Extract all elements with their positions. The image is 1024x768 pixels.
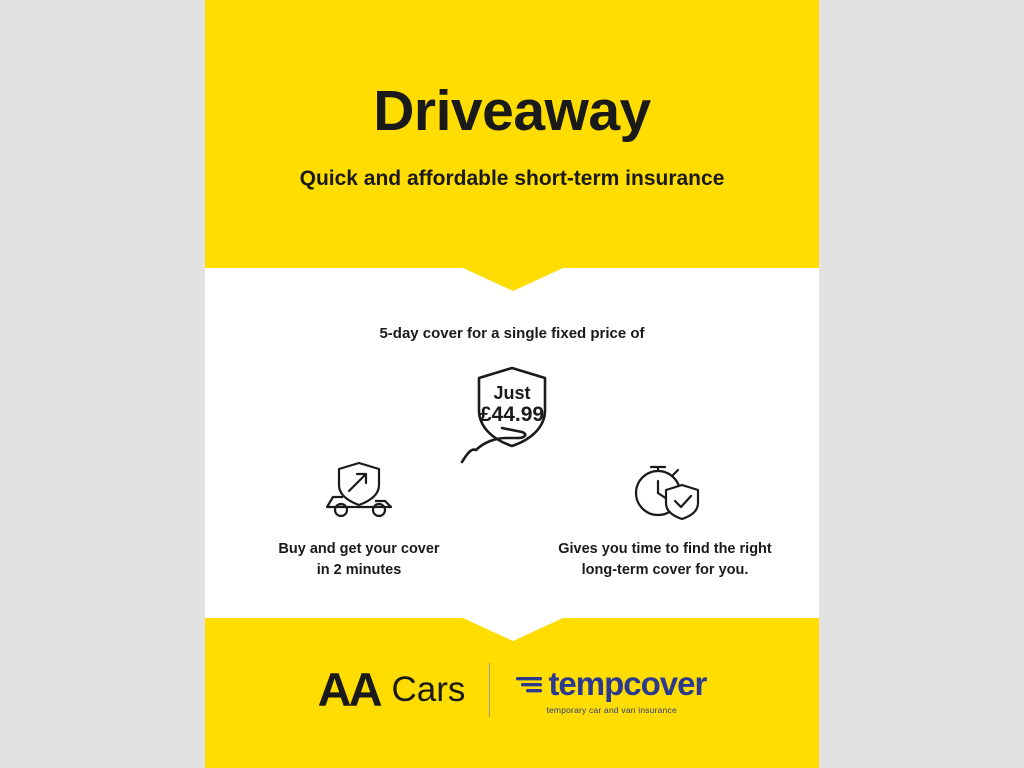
feature-item: [229, 455, 489, 581]
feature-text-line2: long-term cover for you.: [581, 562, 749, 579]
offer-lead-text: 5-day cover for a single fixed price of: [379, 325, 645, 342]
aa-logo: AA: [317, 663, 380, 716]
tempcover-tagline: temporary car and van insurance: [546, 704, 677, 715]
tempcover-logo: [514, 665, 706, 715]
car-speed-arrow-icon: [319, 459, 399, 521]
feature-text: [229, 539, 489, 581]
footer-notch: [463, 618, 563, 641]
page-subtitle: Quick and affordable short-term insurance: [299, 167, 725, 190]
tempcover-logo-main: [514, 665, 706, 703]
feature-icon-wrapper: [535, 455, 795, 525]
feature-icon-wrapper: [229, 455, 489, 525]
feature-item: [535, 455, 795, 581]
price-amount: £44.99: [479, 403, 545, 426]
feature-text-line1: Buy and get your cover: [278, 541, 440, 557]
header-notch: [463, 268, 563, 291]
price-prefix: Just: [493, 383, 531, 403]
aa-cars-label: Cars: [391, 669, 466, 709]
price-badge: [452, 358, 572, 468]
logo-divider: [489, 663, 490, 717]
feature-text-line1: Gives you time to find the right: [558, 541, 772, 557]
page-title: Driveaway: [373, 79, 651, 143]
tempcover-wordmark: tempcover: [548, 664, 707, 702]
tempcover-bars-icon: [514, 671, 544, 697]
footer-logos: [205, 662, 819, 717]
feature-text: [535, 539, 795, 581]
stopwatch-shield-check-icon: [625, 457, 705, 523]
feature-text-line2: in 2 minutes: [316, 562, 402, 579]
poster-card: [205, 0, 819, 768]
